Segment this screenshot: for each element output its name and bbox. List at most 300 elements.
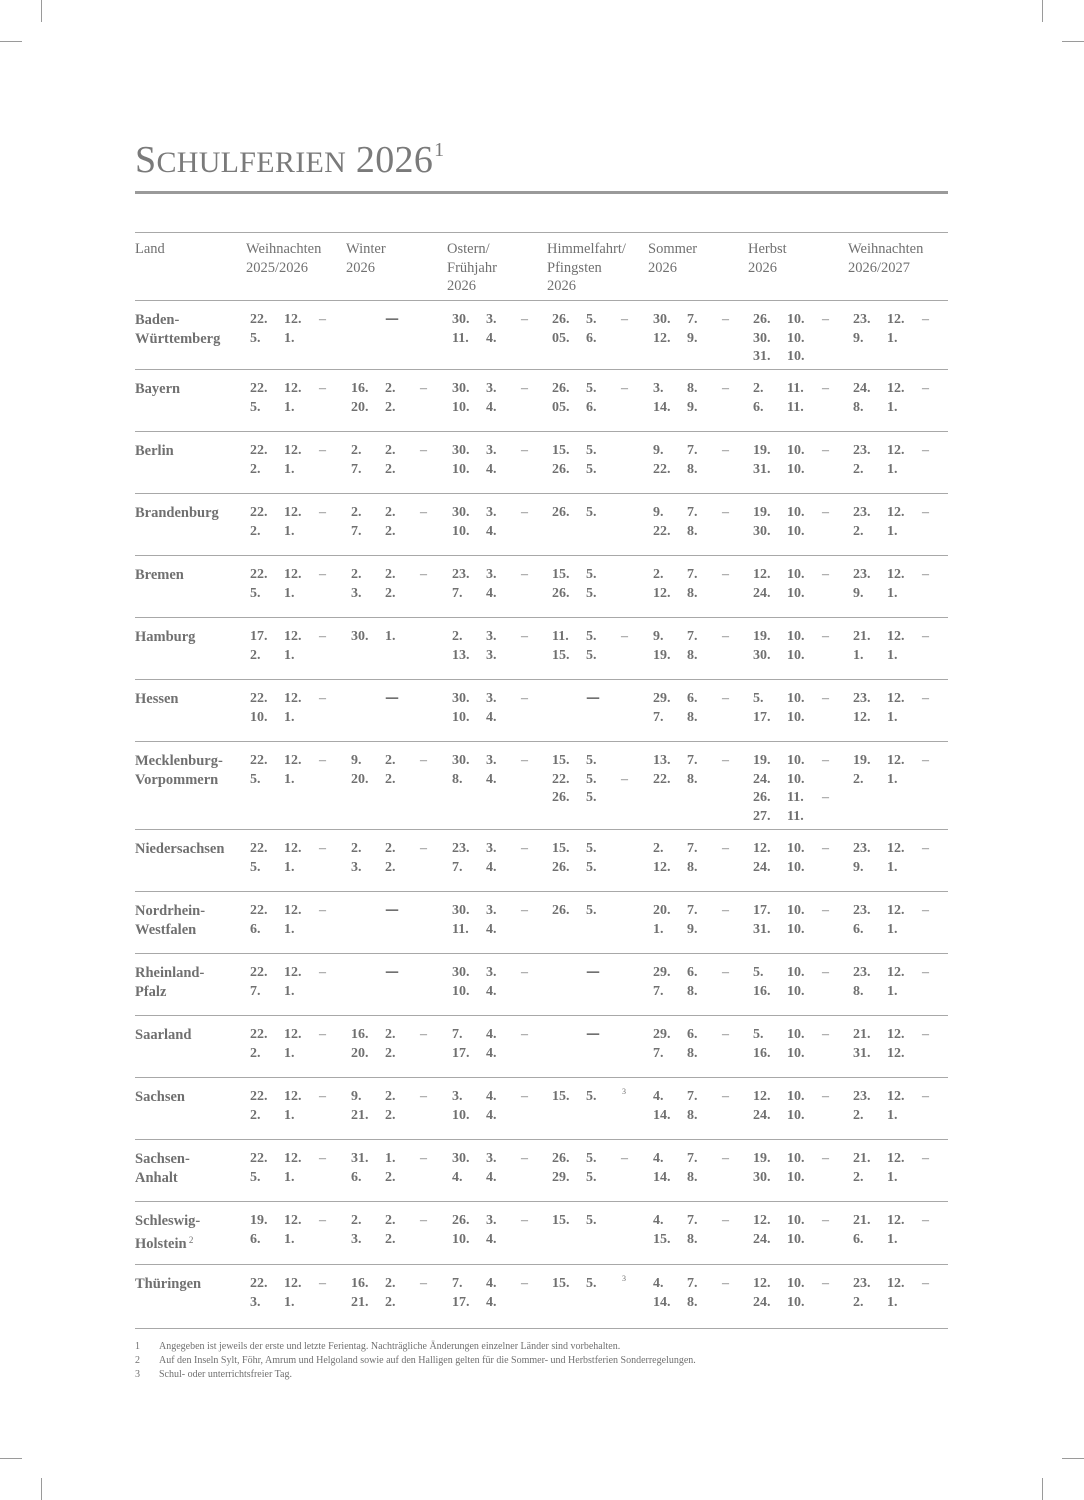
range-dash: – bbox=[420, 505, 427, 520]
range-dash: – bbox=[722, 1151, 729, 1166]
date-line bbox=[250, 504, 344, 523]
month: 10. bbox=[787, 753, 805, 768]
date-cell bbox=[250, 1150, 344, 1187]
month: 6. bbox=[687, 691, 698, 706]
day: 24. bbox=[753, 771, 771, 787]
day: 19. bbox=[250, 1213, 268, 1228]
day: 22. bbox=[250, 841, 268, 856]
date-cell bbox=[452, 311, 546, 348]
footnote-mark: 3 bbox=[622, 1274, 626, 1283]
date-cell bbox=[452, 566, 546, 603]
day: 24. bbox=[753, 1231, 771, 1247]
date-cell bbox=[753, 380, 847, 417]
day: 9. bbox=[853, 585, 864, 601]
range-dash: – bbox=[922, 629, 929, 644]
range-dash: – bbox=[822, 443, 829, 458]
day: 9. bbox=[351, 753, 362, 768]
month: 10. bbox=[787, 1151, 805, 1166]
month: 9. bbox=[687, 399, 698, 415]
month: 5. bbox=[586, 1089, 597, 1104]
date-line bbox=[753, 585, 847, 604]
day: 31. bbox=[753, 461, 771, 477]
date-line bbox=[452, 311, 546, 330]
date-cell bbox=[753, 902, 847, 939]
range-dash: – bbox=[722, 965, 729, 980]
month: 5. bbox=[586, 312, 597, 327]
row-divider bbox=[135, 1015, 948, 1016]
month: 12. bbox=[887, 312, 905, 327]
day: 17. bbox=[753, 709, 771, 725]
date-cell bbox=[250, 1212, 344, 1249]
date-line bbox=[552, 628, 646, 647]
month: 12. bbox=[887, 965, 905, 980]
date-line bbox=[853, 461, 947, 480]
date-line bbox=[753, 771, 847, 790]
month: 7. bbox=[687, 753, 698, 768]
month: 2. bbox=[385, 859, 396, 875]
month: 12. bbox=[284, 903, 302, 918]
date-line bbox=[250, 964, 344, 983]
row-divider bbox=[135, 953, 948, 954]
day: 2. bbox=[653, 841, 664, 856]
range-dash: – bbox=[521, 312, 528, 327]
month: 12. bbox=[887, 1213, 905, 1228]
month: 12. bbox=[284, 965, 302, 980]
day: 15. bbox=[552, 567, 570, 582]
range-dash: – bbox=[420, 1276, 427, 1291]
footnote-number: 3 bbox=[135, 1369, 140, 1380]
day: 30. bbox=[753, 1169, 771, 1185]
month: 12. bbox=[284, 1151, 302, 1166]
day: 5. bbox=[250, 585, 261, 601]
day: 24. bbox=[853, 381, 871, 396]
date-line bbox=[753, 808, 847, 827]
row-divider bbox=[135, 829, 948, 830]
day: 23. bbox=[853, 691, 871, 706]
month: 4. bbox=[486, 1107, 497, 1123]
day: 30. bbox=[452, 381, 470, 396]
day: 9. bbox=[853, 330, 864, 346]
month: 5. bbox=[586, 567, 597, 582]
day: 12. bbox=[653, 330, 671, 346]
date-line bbox=[250, 840, 344, 859]
footnote bbox=[135, 1354, 696, 1368]
day: 7. bbox=[452, 859, 463, 875]
date-cell bbox=[653, 1275, 747, 1312]
date-cell bbox=[552, 566, 646, 603]
date-cell bbox=[552, 840, 646, 877]
month: 2. bbox=[385, 1276, 396, 1291]
row-divider bbox=[135, 617, 948, 618]
row-divider bbox=[135, 369, 948, 370]
month: 2. bbox=[385, 505, 396, 520]
land-name: Thüringen bbox=[135, 1276, 202, 1292]
land-name: Sachsen- Anhalt bbox=[135, 1151, 190, 1186]
footnotes bbox=[135, 1340, 696, 1382]
day: 15. bbox=[552, 443, 570, 458]
footnote-text: Auf den Inseln Sylt, Föhr, Amrum und Helgoland sowie auf den Halligen gelten für die Sommer- und Herbstferien Sonderregelungen. bbox=[159, 1355, 696, 1366]
date-line bbox=[250, 628, 344, 647]
date-cell bbox=[351, 1150, 445, 1187]
month: 2. bbox=[385, 461, 396, 477]
date-line bbox=[250, 1150, 344, 1169]
month: 7. bbox=[687, 567, 698, 582]
date-cell bbox=[653, 628, 747, 665]
day: 30. bbox=[452, 903, 470, 918]
month: 12. bbox=[887, 1151, 905, 1166]
day: 2. bbox=[351, 841, 362, 856]
date-line bbox=[250, 523, 344, 542]
date-cell bbox=[853, 1212, 947, 1249]
date-cell bbox=[452, 752, 546, 789]
crop-mark bbox=[1042, 0, 1043, 22]
day: 15. bbox=[552, 1276, 570, 1291]
column-header: Himmelfahrt/ Pfingsten 2026 bbox=[547, 241, 626, 294]
month: 3. bbox=[486, 505, 497, 520]
day: 30. bbox=[653, 312, 671, 327]
date-cell bbox=[753, 1088, 847, 1125]
month: 1. bbox=[284, 1231, 295, 1247]
range-dash: – bbox=[420, 443, 427, 458]
date-cell bbox=[452, 1088, 546, 1125]
range-dash: – bbox=[822, 1027, 829, 1042]
range-dash: – bbox=[922, 691, 929, 706]
date-line bbox=[250, 1294, 344, 1313]
month: 4. bbox=[486, 771, 497, 787]
range-dash: – bbox=[420, 567, 427, 582]
month: 5. bbox=[586, 771, 597, 787]
title-initial: S bbox=[135, 139, 157, 181]
month: 12. bbox=[887, 381, 905, 396]
date-line bbox=[653, 771, 747, 790]
date-cell bbox=[452, 1212, 546, 1249]
day: 2. bbox=[853, 523, 864, 539]
date-line bbox=[452, 709, 546, 728]
date-cell bbox=[853, 840, 947, 877]
day: 5. bbox=[250, 771, 261, 787]
date-line bbox=[653, 840, 747, 859]
date-line bbox=[351, 1275, 445, 1294]
date-line bbox=[552, 504, 646, 523]
date-line bbox=[351, 1150, 445, 1169]
range-dash: – bbox=[521, 629, 528, 644]
month: 1. bbox=[385, 629, 396, 644]
date-line bbox=[753, 1169, 847, 1188]
date-cell bbox=[653, 840, 747, 877]
column-header: Land bbox=[135, 241, 165, 257]
date-line bbox=[653, 399, 747, 418]
date-line bbox=[452, 461, 546, 480]
date-line bbox=[250, 1212, 344, 1231]
month: 1. bbox=[887, 1294, 898, 1310]
month: 5. bbox=[586, 381, 597, 396]
month: 2. bbox=[385, 841, 396, 856]
day: 5. bbox=[250, 1169, 261, 1185]
date-line bbox=[552, 1169, 646, 1188]
range-dash: – bbox=[521, 753, 528, 768]
month: 5. bbox=[586, 461, 597, 477]
date-line bbox=[250, 461, 344, 480]
day: 6. bbox=[250, 921, 261, 937]
date-line bbox=[853, 840, 947, 859]
month: 3. bbox=[486, 629, 497, 644]
month: 8. bbox=[687, 523, 698, 539]
day: 7. bbox=[351, 461, 362, 477]
day: 30. bbox=[452, 1151, 470, 1166]
day: 22. bbox=[250, 1151, 268, 1166]
day: 31. bbox=[853, 1045, 871, 1061]
day: 22. bbox=[552, 771, 570, 787]
range-dash: – bbox=[922, 312, 929, 327]
day: 23. bbox=[853, 505, 871, 520]
date-line bbox=[452, 566, 546, 585]
crop-mark bbox=[0, 1458, 22, 1459]
day: 29. bbox=[653, 691, 671, 706]
day: 30. bbox=[452, 965, 470, 980]
day: 6. bbox=[853, 921, 864, 937]
day: 29. bbox=[653, 1027, 671, 1042]
month: 1. bbox=[887, 771, 898, 787]
day: 4. bbox=[653, 1089, 664, 1104]
range-dash: – bbox=[922, 567, 929, 582]
day: 22. bbox=[250, 965, 268, 980]
range-dash: – bbox=[420, 753, 427, 768]
date-line bbox=[853, 921, 947, 940]
date-line bbox=[552, 380, 646, 399]
month: 9. bbox=[687, 330, 698, 346]
range-dash: – bbox=[922, 1276, 929, 1291]
range-dash: – bbox=[621, 312, 628, 327]
date-cell bbox=[552, 1150, 646, 1187]
day: 15. bbox=[552, 647, 570, 663]
date-line bbox=[753, 348, 847, 367]
date-line bbox=[753, 964, 847, 983]
month: 5. bbox=[586, 505, 597, 520]
month: 4. bbox=[486, 709, 497, 725]
month: 7. bbox=[687, 1213, 698, 1228]
month: 10. bbox=[787, 461, 805, 477]
date-line bbox=[351, 504, 445, 523]
month: 3. bbox=[486, 841, 497, 856]
date-line bbox=[753, 789, 847, 808]
range-dash: – bbox=[822, 691, 829, 706]
date-cell bbox=[753, 690, 847, 727]
month: 4. bbox=[486, 461, 497, 477]
month: 3. bbox=[486, 381, 497, 396]
date-line bbox=[351, 399, 445, 418]
date-cell bbox=[552, 1088, 646, 1107]
day: 26. bbox=[552, 790, 570, 805]
date-line bbox=[250, 1088, 344, 1107]
day: 19. bbox=[753, 443, 771, 458]
month: 2. bbox=[385, 1213, 396, 1228]
date-cell bbox=[552, 442, 646, 479]
day: 2. bbox=[351, 505, 362, 520]
date-line bbox=[250, 380, 344, 399]
range-dash: – bbox=[822, 841, 829, 856]
month: 2. bbox=[385, 1107, 396, 1123]
month: 10. bbox=[787, 771, 805, 787]
day: 7. bbox=[452, 585, 463, 601]
range-dash: – bbox=[722, 1276, 729, 1291]
land-name: Brandenburg bbox=[135, 505, 219, 521]
date-line bbox=[452, 964, 546, 983]
date-line bbox=[753, 1275, 847, 1294]
date-line bbox=[552, 647, 646, 666]
month: 12. bbox=[284, 505, 302, 520]
date-line bbox=[753, 399, 847, 418]
date-line bbox=[653, 1212, 747, 1231]
month: 1. bbox=[887, 859, 898, 875]
date-cell bbox=[653, 964, 747, 1001]
month: 2. bbox=[385, 567, 396, 582]
date-line bbox=[452, 523, 546, 542]
day: 29. bbox=[653, 965, 671, 980]
date-line bbox=[250, 859, 344, 878]
month: 10. bbox=[787, 647, 805, 663]
range-dash: – bbox=[621, 381, 628, 396]
month: 2. bbox=[385, 1169, 396, 1185]
date-cell bbox=[250, 442, 344, 479]
date-line bbox=[452, 1169, 546, 1188]
land-footnote-mark: 2 bbox=[186, 1234, 194, 1245]
month: 8. bbox=[687, 1045, 698, 1061]
month: 10. bbox=[787, 1213, 805, 1228]
day: 4. bbox=[653, 1213, 664, 1228]
day: 12. bbox=[753, 1089, 771, 1104]
day: 30. bbox=[452, 505, 470, 520]
date-line bbox=[653, 964, 747, 983]
month: 8. bbox=[687, 983, 698, 999]
date-line bbox=[452, 1294, 546, 1313]
row-divider bbox=[135, 679, 948, 680]
month: 11. bbox=[787, 790, 804, 805]
date-cell bbox=[753, 311, 847, 367]
date-line bbox=[552, 399, 646, 418]
day: 15. bbox=[552, 841, 570, 856]
range-dash: – bbox=[822, 1213, 829, 1228]
day: 22. bbox=[250, 567, 268, 582]
range-dash: – bbox=[922, 381, 929, 396]
day: 2. bbox=[250, 461, 261, 477]
day: 9. bbox=[653, 629, 664, 644]
month: 12. bbox=[887, 1045, 905, 1061]
date-line bbox=[351, 859, 445, 878]
date-line bbox=[452, 628, 546, 647]
date-line bbox=[653, 752, 747, 771]
day: 26. bbox=[552, 859, 570, 875]
month: 2. bbox=[385, 443, 396, 458]
range-dash: – bbox=[521, 1213, 528, 1228]
range-dash: – bbox=[822, 312, 829, 327]
date-cell bbox=[250, 566, 344, 603]
day: 21. bbox=[853, 1151, 871, 1166]
day: 10. bbox=[250, 709, 268, 725]
land-name: Nordrhein- Westfalen bbox=[135, 903, 206, 938]
date-cell bbox=[653, 902, 747, 939]
column-header: Weihnachten 2026/2027 bbox=[848, 241, 924, 276]
month: 4. bbox=[486, 859, 497, 875]
date-line bbox=[753, 1026, 847, 1045]
date-line bbox=[853, 983, 947, 1002]
date-cell bbox=[351, 1026, 445, 1063]
month: 7. bbox=[687, 312, 698, 327]
date-line bbox=[853, 442, 947, 461]
month: 10. bbox=[787, 691, 805, 706]
date-line bbox=[753, 1294, 847, 1313]
month: 7. bbox=[687, 903, 698, 918]
month: 8. bbox=[687, 771, 698, 787]
day: 24. bbox=[753, 585, 771, 601]
day: 21. bbox=[351, 1294, 369, 1310]
month: 12. bbox=[284, 1276, 302, 1291]
date-line bbox=[753, 566, 847, 585]
month: 12. bbox=[284, 691, 302, 706]
date-cell bbox=[250, 752, 344, 789]
day: 2. bbox=[753, 381, 764, 396]
day: 15. bbox=[552, 1089, 570, 1104]
month: 5. bbox=[586, 443, 597, 458]
month: 8. bbox=[687, 859, 698, 875]
day: 30. bbox=[753, 647, 771, 663]
date-cell bbox=[351, 840, 445, 877]
day: 3. bbox=[351, 859, 362, 875]
date-line bbox=[351, 566, 445, 585]
row-divider bbox=[135, 1077, 948, 1078]
date-line bbox=[552, 566, 646, 585]
header-rule bbox=[135, 300, 948, 301]
date-line bbox=[653, 859, 747, 878]
day: 7. bbox=[653, 1045, 664, 1061]
date-cell bbox=[853, 380, 947, 417]
row-divider bbox=[135, 741, 948, 742]
date-line bbox=[753, 690, 847, 709]
month: 10. bbox=[787, 523, 805, 539]
day: 22. bbox=[250, 753, 268, 768]
date-line bbox=[753, 902, 847, 921]
date-line bbox=[250, 983, 344, 1002]
land-name: Sachsen bbox=[135, 1089, 185, 1105]
date-line bbox=[653, 1026, 747, 1045]
month: 12. bbox=[284, 1027, 302, 1042]
date-line bbox=[250, 1231, 344, 1250]
month: 9. bbox=[687, 921, 698, 937]
crop-mark bbox=[1062, 41, 1084, 42]
day: 26. bbox=[552, 585, 570, 601]
day: 11. bbox=[552, 629, 569, 644]
date-line bbox=[653, 461, 747, 480]
day: 10. bbox=[452, 983, 470, 999]
date-line bbox=[753, 461, 847, 480]
month: 10. bbox=[787, 1089, 805, 1104]
range-dash: – bbox=[319, 1089, 326, 1104]
month: 11. bbox=[787, 381, 804, 396]
date-line bbox=[853, 1107, 947, 1126]
month: 4. bbox=[486, 1294, 497, 1310]
month: 1. bbox=[385, 1151, 396, 1166]
range-dash: – bbox=[722, 841, 729, 856]
day: 05. bbox=[552, 330, 570, 346]
range-dash: – bbox=[722, 691, 729, 706]
date-cell bbox=[853, 442, 947, 479]
day: 10. bbox=[452, 1231, 470, 1247]
date-cell bbox=[653, 690, 747, 727]
month: 5. bbox=[586, 753, 597, 768]
date-line bbox=[452, 771, 546, 790]
range-dash: – bbox=[822, 505, 829, 520]
month: 4. bbox=[486, 1027, 497, 1042]
column-header: Winter 2026 bbox=[346, 241, 386, 276]
